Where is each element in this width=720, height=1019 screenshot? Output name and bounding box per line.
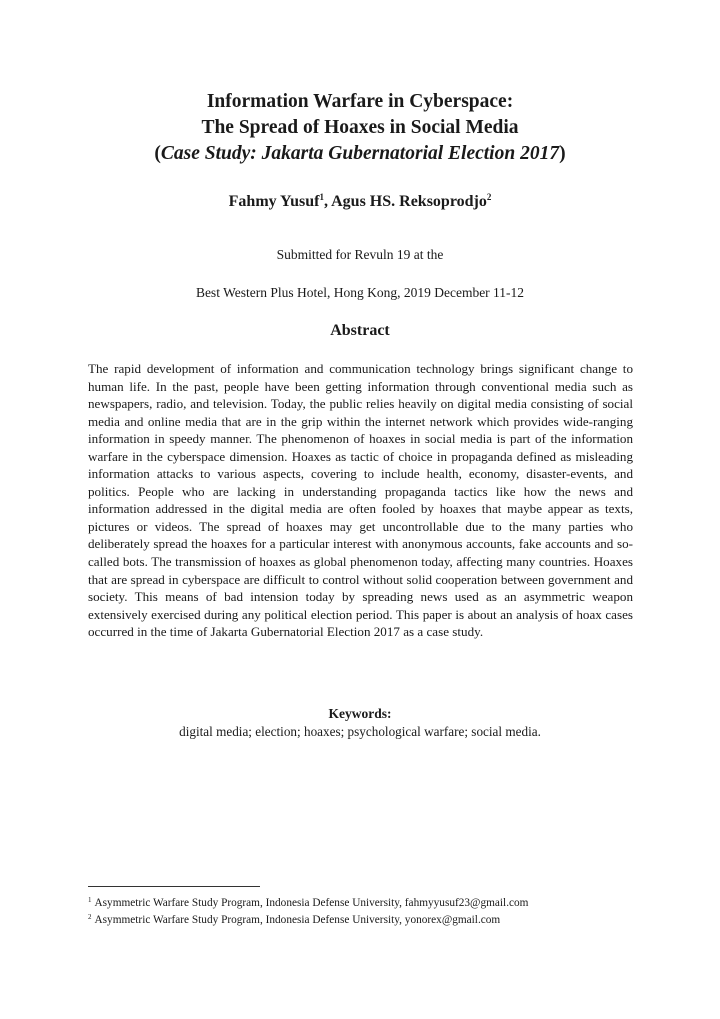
footnote-divider	[88, 886, 260, 887]
author-name: Agus HS. Reksoprodjo	[331, 193, 487, 210]
submission-line-1: Submitted for Revuln 19 at the	[276, 247, 444, 262]
footnote-1	[88, 896, 528, 909]
footnote-2	[88, 913, 500, 926]
author-footnote-mark: 2	[486, 192, 492, 202]
title-paren-open: (	[154, 143, 161, 164]
footnote-text: Asymmetric Warfare Study Program, Indonesia Defense University, yonorex@gmail.com	[94, 914, 501, 926]
title-paren-close: )	[559, 143, 566, 164]
author-name: Fahmy Yusuf	[228, 193, 320, 210]
keywords-heading: Keywords:	[328, 706, 392, 721]
title-line-1: Information Warfare in Cyberspace:	[206, 91, 514, 112]
author-separator: ,	[323, 193, 332, 210]
footnote-mark: 2	[88, 913, 92, 921]
title-year: 2017	[515, 143, 560, 164]
abstract-heading: Abstract	[330, 322, 390, 339]
footnote-text: Asymmetric Warfare Study Program, Indonesia Defense University, fahmyyusuf23@gmail.com	[94, 897, 529, 909]
keywords-text: digital media; election; hoaxes; psychological warfare; social media.	[179, 724, 541, 739]
author-footnote-mark: 1	[319, 192, 324, 202]
title-line-2: The Spread of Hoaxes in Social Media	[201, 117, 519, 138]
title-case-study: Case Study: Jakarta Gubernatorial Election	[160, 143, 516, 164]
submission-line-2: Best Western Plus Hotel, Hong Kong, 2019 December 11-12	[195, 285, 525, 300]
author-list	[0, 192, 720, 211]
abstract-text: The rapid development of information and communication technology brings significant change to human life. In the past, people have been getting information through conventional media such as newspapers, radio, and television. Today, the public relies heavily on digital media consisting of social media and online media that are in the grip within the internet network which provides wide-ranging information in speedy manner. The phenomenon of hoaxes in social media is part of the information warfare in the cyberspace dimension. Hoaxes as tactic of choice in propaganda defined as misleading information attacks to various aspects, covering to include health, economy, disaster-events, and politics. People who are lacking in understanding propaganda tactics like how the news and information addressed in the digital media are often fooled by hoaxes that maybe appear as texts, pictures or videos. The spread of hoaxes may get uncontrollable due to the many parties who deliberately spread the hoaxes for a particular interest with anonymous accounts, fake accounts and so-called bots. The transmission of hoaxes as global phenomenon today, affecting many countries. Hoaxes that are spread in cyberspace are difficult to control without solid cooperation between government and society. This means of bad intension today by spreading news used as an asymmetric weapon extensively exercised during any political election period. This paper is about an analysis of hoax cases occurred in the time of Jakarta Gubernatorial Election 2017 as a case study.	[88, 361, 633, 640]
title-line-3	[0, 141, 720, 167]
footnote-mark: 1	[88, 896, 92, 904]
